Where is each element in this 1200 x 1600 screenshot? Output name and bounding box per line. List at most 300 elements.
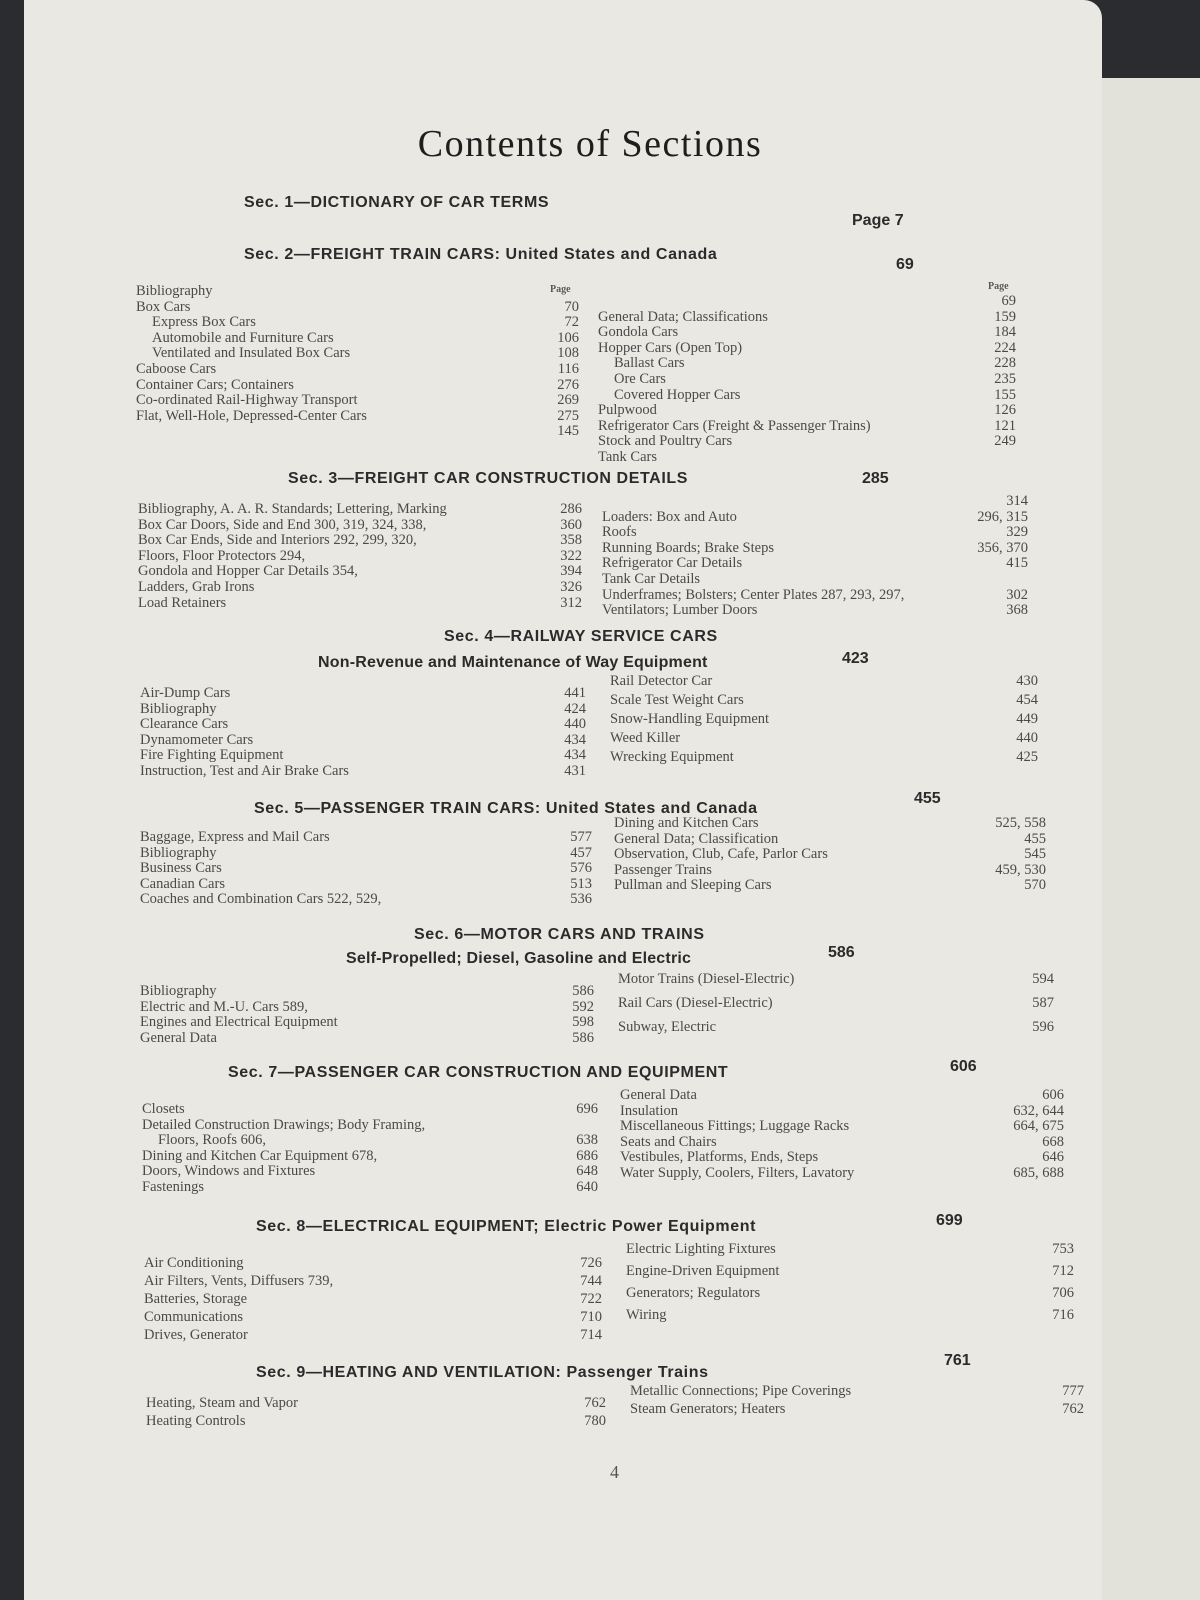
toc-entry-page: 440 — [1016, 730, 1038, 746]
toc-entry-page: 184 — [994, 324, 1016, 341]
toc-entry-page: 714 — [580, 1327, 602, 1343]
toc-entry — [602, 541, 1028, 557]
toc-entry-label: Detailed Construction Drawings; Body Framing, — [142, 1116, 426, 1133]
toc-entry-label: Flat, Well-Hole, Depressed-Center Cars — [136, 407, 367, 424]
toc-entry — [626, 1264, 1074, 1286]
toc-entry-label: Dining and Kitchen Car Equipment 678, — [142, 1147, 378, 1164]
section-6-left-entries — [140, 984, 594, 1046]
toc-entry-label: Heating, Steam and Vapor — [146, 1395, 298, 1411]
toc-entry-label: Communications — [144, 1309, 244, 1325]
toc-entry-label: Heating Controls — [146, 1413, 246, 1429]
toc-entry-page: 72 — [564, 314, 579, 331]
toc-entry-page: 326 — [560, 578, 582, 595]
toc-entry-label: General Data — [140, 1029, 217, 1046]
toc-entry-label: Loaders: Box and Auto — [602, 508, 737, 525]
toc-entry — [136, 362, 579, 378]
toc-entry-label: Water Supply, Coolers, Filters, Lavatory — [620, 1164, 855, 1181]
toc-entry-label: Bibliography — [136, 283, 213, 299]
section-3-page: 285 — [862, 470, 889, 487]
section-9-left-entries — [146, 1396, 606, 1432]
toc-entry-label: Baggage, Express and Mail Cars — [140, 829, 330, 845]
toc-entry — [140, 830, 592, 846]
toc-entry — [136, 346, 579, 362]
toc-entry — [144, 1256, 602, 1274]
toc-entry-label: Container Cars; Containers — [136, 376, 294, 393]
toc-entry-page: 753 — [1052, 1241, 1074, 1257]
toc-entry-label: Engine-Driven Equipment — [626, 1263, 780, 1279]
toc-entry-page: 322 — [560, 547, 582, 564]
toc-entry — [140, 733, 586, 749]
toc-entry-label: Clearance Cars — [140, 716, 229, 733]
toc-entry-page: 312 — [560, 594, 582, 611]
toc-entry-label: Weed Killer — [610, 730, 681, 746]
toc-entry — [136, 315, 579, 331]
toc-entry — [610, 674, 1038, 693]
toc-entry — [140, 892, 592, 908]
toc-entry — [136, 409, 579, 425]
toc-entry-label: Underframes; Bolsters; Center Plates 287, 293, 297, — [602, 586, 905, 603]
toc-entry — [618, 996, 1054, 1020]
toc-entry-page: 586 — [572, 983, 594, 999]
toc-entry — [626, 1242, 1074, 1264]
toc-entry-page: 696 — [576, 1101, 598, 1117]
toc-entry — [626, 1286, 1074, 1308]
toc-entry-label: Electric and M.-U. Cars 589, — [140, 998, 308, 1015]
toc-entry-page: 686 — [576, 1147, 598, 1164]
toc-entry-page: 275 — [557, 407, 579, 424]
toc-entry-label: Rail Cars (Diesel-Electric) — [618, 995, 773, 1011]
toc-entry-page: 108 — [557, 345, 579, 362]
toc-entry-label: Load Retainers — [138, 594, 227, 611]
toc-entry — [610, 750, 1038, 769]
toc-entry-page: 586 — [572, 1029, 594, 1046]
toc-entry-page: 286 — [560, 501, 582, 517]
toc-entry — [136, 393, 579, 409]
toc-entry-page: 415 — [1006, 555, 1028, 572]
toc-entry — [142, 1102, 598, 1118]
toc-entry-page: 425 — [1016, 749, 1038, 765]
toc-entry — [630, 1384, 1084, 1402]
toc-entry-label: Rail Detector Car — [610, 673, 713, 689]
toc-entry — [598, 372, 1016, 388]
toc-entry-page: 314 — [1006, 493, 1028, 509]
toc-entry-label: Automobile and Furniture Cars — [152, 329, 334, 346]
toc-entry — [140, 1015, 594, 1031]
toc-entry — [140, 877, 592, 893]
section-3-heading: Sec. 3—FREIGHT CAR CONSTRUCTION DETAILS — [288, 470, 689, 487]
toc-entry-label: Tank Car Details — [602, 570, 701, 587]
toc-entry-page: 394 — [560, 563, 582, 580]
toc-entry — [140, 748, 586, 764]
toc-entry-label: Passenger Trains — [614, 861, 712, 878]
toc-entry — [136, 300, 579, 316]
toc-entry-page: 762 — [1062, 1401, 1084, 1417]
toc-entry-label: Seats and Chairs — [620, 1133, 717, 1150]
toc-entry — [142, 1118, 598, 1134]
toc-entry — [618, 1020, 1054, 1044]
toc-entry — [142, 1133, 598, 1149]
section-4-page: 423 — [842, 650, 869, 667]
toc-entry — [598, 356, 1016, 372]
toc-entry-page: 525, 558 — [995, 815, 1046, 831]
toc-entry-label: Air Conditioning — [144, 1255, 244, 1271]
toc-entry-label: Hopper Cars (Open Top) — [598, 339, 743, 356]
toc-entry — [614, 832, 1046, 848]
toc-entry-label: Observation, Club, Cafe, Parlor Cars — [614, 846, 828, 863]
toc-entry — [136, 331, 579, 347]
toc-entry-label: Roofs — [602, 524, 637, 541]
section-7-heading: Sec. 7—PASSENGER CAR CONSTRUCTION AND EQUIPMENT — [228, 1064, 729, 1081]
adjacent-page — [1092, 78, 1200, 1600]
toc-entry-label: Insulation — [620, 1102, 678, 1119]
toc-entry-page: 762 — [584, 1395, 606, 1411]
toc-entry — [140, 1031, 594, 1047]
toc-entry — [620, 1135, 1064, 1151]
toc-entry-label: Air Filters, Vents, Diffusers 739, — [144, 1273, 334, 1289]
toc-entry — [146, 1396, 606, 1414]
toc-entry-page: 536 — [570, 891, 592, 908]
toc-entry — [614, 878, 1046, 894]
toc-entry-page: 368 — [1006, 602, 1028, 619]
toc-entry — [140, 1000, 594, 1016]
toc-entry — [140, 846, 592, 862]
section-9-heading: Sec. 9—HEATING AND VENTILATION: Passenger Trains — [256, 1364, 709, 1381]
section-6-subheading: Self-Propelled; Diesel, Gasoline and Electric — [346, 950, 692, 967]
toc-entry-label: Bibliography — [140, 983, 217, 999]
toc-entry-label: Electric Lighting Fixtures — [626, 1241, 776, 1257]
toc-entry-page: 455 — [1024, 830, 1046, 847]
toc-entry — [140, 717, 586, 733]
toc-entry — [618, 972, 1054, 996]
toc-entry-label: Dynamometer Cars — [140, 731, 254, 748]
toc-entry-page: 159 — [994, 308, 1016, 325]
toc-entry-label: Engines and Electrical Equipment — [140, 1014, 338, 1031]
toc-entry-label: Caboose Cars — [136, 360, 217, 377]
toc-entry — [144, 1328, 602, 1346]
toc-entry-page: 454 — [1016, 692, 1038, 708]
section-4-heading: Sec. 4—RAILWAY SERVICE CARS — [444, 628, 718, 645]
toc-entry-label: Drives, Generator — [144, 1327, 248, 1343]
toc-entry-page: 434 — [564, 747, 586, 764]
section-2-page: 69 — [896, 256, 914, 273]
toc-entry-page: 576 — [570, 860, 592, 877]
toc-entry — [138, 518, 582, 534]
toc-entry-page: 706 — [1052, 1285, 1074, 1301]
toc-entry-page: 145 — [557, 423, 579, 440]
section-8-right-entries — [626, 1242, 1074, 1330]
section-7-left-entries — [142, 1102, 598, 1196]
toc-entry — [598, 294, 1016, 310]
page-title: Contents of Sections — [417, 123, 763, 165]
toc-entry — [138, 549, 582, 565]
toc-entry-label: General Data — [620, 1087, 697, 1103]
section-1-page: Page 7 — [852, 212, 904, 229]
section-3-right-entries — [602, 494, 1028, 619]
toc-entry-page: 596 — [1032, 1019, 1054, 1035]
toc-entry-label: Coaches and Combination Cars 522, 529, — [140, 891, 382, 908]
toc-entry-page: 570 — [1024, 877, 1046, 894]
page-column-header: Page — [988, 281, 1009, 292]
toc-entry-page: 449 — [1016, 711, 1038, 727]
toc-entry — [598, 341, 1016, 357]
toc-entry — [142, 1164, 598, 1180]
toc-entry — [602, 603, 1028, 619]
toc-entry-page: 358 — [560, 532, 582, 549]
toc-entry-label: Tank Cars — [598, 448, 657, 465]
toc-entry — [614, 863, 1046, 879]
toc-entry-page: 431 — [564, 762, 586, 779]
toc-entry-page: 780 — [584, 1413, 606, 1429]
toc-entry-label: Miscellaneous Fittings; Luggage Racks — [620, 1118, 850, 1135]
section-9-right-entries — [630, 1384, 1084, 1420]
toc-entry-label: Ventilated and Insulated Box Cars — [152, 345, 351, 362]
toc-entry-label: Ore Cars — [614, 370, 666, 387]
toc-entry-page: 577 — [570, 829, 592, 845]
toc-entry-page: 587 — [1032, 995, 1054, 1011]
section-6-page: 586 — [828, 944, 855, 961]
toc-entry-page: 360 — [560, 516, 582, 533]
toc-entry-page: 434 — [564, 731, 586, 748]
toc-entry — [620, 1150, 1064, 1166]
section-6-heading: Sec. 6—MOTOR CARS AND TRAINS — [414, 926, 705, 943]
toc-entry — [626, 1308, 1074, 1330]
toc-entry — [140, 702, 586, 718]
toc-entry-page: 712 — [1052, 1263, 1074, 1279]
toc-entry — [144, 1310, 602, 1328]
section-2-heading: Sec. 2—FREIGHT TRAIN CARS: United States and Canada — [244, 246, 718, 263]
toc-entry-page: 744 — [580, 1273, 602, 1289]
toc-entry-page: 69 — [1001, 293, 1016, 309]
toc-entry-page: 155 — [994, 386, 1016, 403]
section-8-left-entries — [144, 1256, 602, 1346]
toc-entry — [598, 403, 1016, 419]
section-6-right-entries — [618, 972, 1054, 1044]
toc-entry-label: Fire Fighting Equipment — [140, 747, 284, 764]
toc-entry-label: Fastenings — [142, 1178, 205, 1195]
toc-entry — [610, 693, 1038, 712]
toc-entry-page: 228 — [994, 355, 1016, 372]
toc-entry-label: Snow-Handling Equipment — [610, 711, 770, 727]
toc-entry-label: Running Boards; Brake Steps — [602, 539, 774, 556]
toc-entry — [140, 861, 592, 877]
toc-entry-page: 632, 644 — [1013, 1102, 1064, 1119]
toc-entry-label: Steam Generators; Heaters — [630, 1401, 786, 1417]
toc-entry-page: 640 — [576, 1178, 598, 1195]
section-5-right-entries — [614, 816, 1046, 894]
toc-entry-label: Ballast Cars — [614, 355, 685, 372]
toc-entry — [614, 816, 1046, 832]
toc-entry-page: 710 — [580, 1309, 602, 1325]
toc-entry-label: Scale Test Weight Cars — [610, 692, 744, 708]
toc-entry-page: 638 — [576, 1132, 598, 1149]
toc-entry-page: 545 — [1024, 846, 1046, 863]
toc-entry-label: Floors, Floor Protectors 294, — [138, 547, 306, 564]
toc-entry — [138, 596, 582, 612]
toc-entry-label: Motor Trains (Diesel-Electric) — [618, 971, 795, 987]
toc-entry — [598, 419, 1016, 435]
toc-entry-label: Express Box Cars — [152, 314, 256, 331]
toc-entry-page: 598 — [572, 1014, 594, 1031]
toc-entry-label: Gondola Cars — [598, 324, 679, 341]
toc-entry — [140, 984, 594, 1000]
toc-entry-label: Metallic Connections; Pipe Coverings — [630, 1383, 852, 1399]
toc-entry-label: Ladders, Grab Irons — [138, 578, 255, 595]
toc-entry-page: 777 — [1062, 1383, 1084, 1399]
toc-entry-label: Generators; Regulators — [626, 1285, 761, 1301]
toc-entry — [138, 502, 582, 518]
section-9-page: 761 — [944, 1352, 971, 1369]
toc-entry-label: Wiring — [626, 1307, 667, 1323]
toc-entry-page: 224 — [994, 339, 1016, 356]
toc-entry-page: 726 — [580, 1255, 602, 1271]
toc-entry-label: Ventilators; Lumber Doors — [602, 602, 758, 619]
toc-entry — [602, 510, 1028, 526]
section-8-page: 699 — [936, 1212, 963, 1229]
toc-entry-page: 430 — [1016, 673, 1038, 689]
toc-entry — [136, 284, 579, 300]
toc-entry-label: General Data; Classifications — [598, 308, 768, 325]
toc-entry — [140, 764, 586, 780]
toc-entry — [142, 1149, 598, 1165]
toc-entry — [144, 1292, 602, 1310]
toc-entry-page: 648 — [576, 1163, 598, 1180]
toc-entry — [144, 1274, 602, 1292]
toc-entry — [136, 424, 579, 440]
section-7-right-entries — [620, 1088, 1064, 1182]
toc-entry-page: 121 — [994, 417, 1016, 434]
toc-entry-label: Floors, Roofs 606, — [158, 1132, 266, 1149]
toc-entry-page: 459, 530 — [995, 861, 1046, 878]
toc-entry — [610, 731, 1038, 750]
toc-entry — [598, 434, 1016, 450]
toc-entry — [614, 847, 1046, 863]
toc-entry-label: Covered Hopper Cars — [614, 386, 741, 403]
section-5-heading: Sec. 5—PASSENGER TRAIN CARS: United States and Canada — [254, 800, 758, 817]
toc-entry — [140, 686, 586, 702]
toc-entry — [620, 1104, 1064, 1120]
toc-entry — [138, 580, 582, 596]
toc-entry — [602, 494, 1028, 510]
toc-entry-label: Business Cars — [140, 860, 222, 877]
toc-entry-page: 296, 315 — [977, 508, 1028, 525]
section-5-left-entries — [140, 830, 592, 908]
toc-entry-label: Closets — [142, 1101, 185, 1117]
section-1-heading: Sec. 1—DICTIONARY OF CAR TERMS — [244, 194, 550, 211]
toc-entry — [602, 572, 1028, 588]
toc-entry-page: 440 — [564, 716, 586, 733]
toc-entry-page: 106 — [557, 329, 579, 346]
toc-entry-page: 269 — [557, 392, 579, 409]
section-2-right-entries — [598, 294, 1016, 466]
toc-entry — [620, 1119, 1064, 1135]
toc-entry — [630, 1402, 1084, 1420]
section-2-left-entries — [136, 284, 579, 440]
toc-entry — [602, 588, 1028, 604]
toc-entry-label: Batteries, Storage — [144, 1291, 248, 1307]
toc-entry-page: 276 — [557, 376, 579, 393]
section-5-page: 455 — [914, 790, 941, 807]
toc-entry — [142, 1180, 598, 1196]
section-4-left-entries — [140, 686, 586, 780]
toc-entry-page: 513 — [570, 875, 592, 892]
toc-entry — [146, 1414, 606, 1432]
toc-entry — [610, 712, 1038, 731]
toc-entry — [602, 556, 1028, 572]
toc-entry-label: Dining and Kitchen Cars — [614, 815, 759, 831]
section-8-heading: Sec. 8—ELECTRICAL EQUIPMENT; Electric Power Equipment — [256, 1218, 757, 1235]
toc-entry — [598, 388, 1016, 404]
toc-entry-label: Gondola and Hopper Car Details 354, — [138, 563, 358, 580]
toc-entry-label: Subway, Electric — [618, 1019, 717, 1035]
toc-entry — [598, 450, 1016, 466]
toc-entry-page: 685, 688 — [1013, 1164, 1064, 1181]
toc-entry-page: 356, 370 — [977, 539, 1028, 556]
toc-entry-label: Wrecking Equipment — [610, 749, 734, 765]
toc-entry-label: Bibliography, A. A. R. Standards; Lettering, Marking — [138, 501, 447, 517]
toc-entry-label: Bibliography — [140, 700, 217, 717]
toc-entry-label: Box Car Doors, Side and End 300, 319, 324, 338, — [138, 516, 427, 533]
section-4-subheading: Non-Revenue and Maintenance of Way Equipment — [318, 654, 708, 671]
toc-entry — [138, 533, 582, 549]
toc-entry-page: 716 — [1052, 1307, 1074, 1323]
toc-entry-label: Box Cars — [136, 298, 191, 315]
toc-entry-label: General Data; Classification — [614, 830, 779, 847]
toc-entry-page: 126 — [994, 402, 1016, 419]
toc-entry-page: 424 — [564, 700, 586, 717]
toc-entry — [620, 1166, 1064, 1182]
toc-entry-page: 235 — [994, 370, 1016, 387]
toc-entry-page: 457 — [570, 844, 592, 861]
toc-entry-label: Canadian Cars — [140, 875, 225, 892]
toc-entry-label: Bibliography — [140, 844, 217, 861]
toc-entry-page: 664, 675 — [1013, 1118, 1064, 1135]
toc-entry-label: Instruction, Test and Air Brake Cars — [140, 762, 349, 779]
toc-entry-page: 116 — [557, 360, 579, 377]
toc-entry-label: Pulpwood — [598, 402, 657, 419]
toc-entry-label: Pullman and Sleeping Cars — [614, 877, 772, 894]
toc-entry-label: Co-ordinated Rail-Highway Transport — [136, 392, 358, 409]
toc-entry-label: Stock and Poultry Cars — [598, 433, 733, 450]
toc-entry-label: Refrigerator Car Details — [602, 555, 743, 572]
toc-entry-page: 70 — [564, 298, 579, 315]
toc-entry-page: 606 — [1042, 1087, 1064, 1103]
toc-entry-page: 592 — [572, 998, 594, 1015]
toc-entry — [598, 325, 1016, 341]
section-3-left-entries — [138, 502, 582, 611]
section-7-page: 606 — [950, 1058, 977, 1075]
page-number: 4 — [610, 1462, 619, 1482]
toc-entry-page: 646 — [1042, 1149, 1064, 1166]
toc-entry-page: 668 — [1042, 1133, 1064, 1150]
toc-entry-label: Vestibules, Platforms, Ends, Steps — [620, 1149, 819, 1166]
toc-entry-label: Doors, Windows and Fixtures — [142, 1163, 316, 1180]
toc-entry-page: 594 — [1032, 971, 1054, 987]
toc-entry — [598, 310, 1016, 326]
toc-entry-label: Refrigerator Cars (Freight & Passenger Trains) — [598, 417, 871, 434]
toc-entry — [138, 564, 582, 580]
toc-entry-page: 302 — [1006, 586, 1028, 603]
toc-entry-page: 249 — [994, 433, 1016, 450]
toc-entry-label: Box Car Ends, Side and Interiors 292, 299, 320, — [138, 532, 417, 549]
toc-entry — [602, 525, 1028, 541]
toc-entry-page: 441 — [564, 685, 586, 701]
toc-entry-page: 722 — [580, 1291, 602, 1307]
section-4-right-entries — [610, 674, 1038, 769]
toc-entry-page: 329 — [1006, 524, 1028, 541]
toc-entry — [620, 1088, 1064, 1104]
toc-entry — [136, 378, 579, 394]
page-column-header: Page — [550, 284, 571, 295]
